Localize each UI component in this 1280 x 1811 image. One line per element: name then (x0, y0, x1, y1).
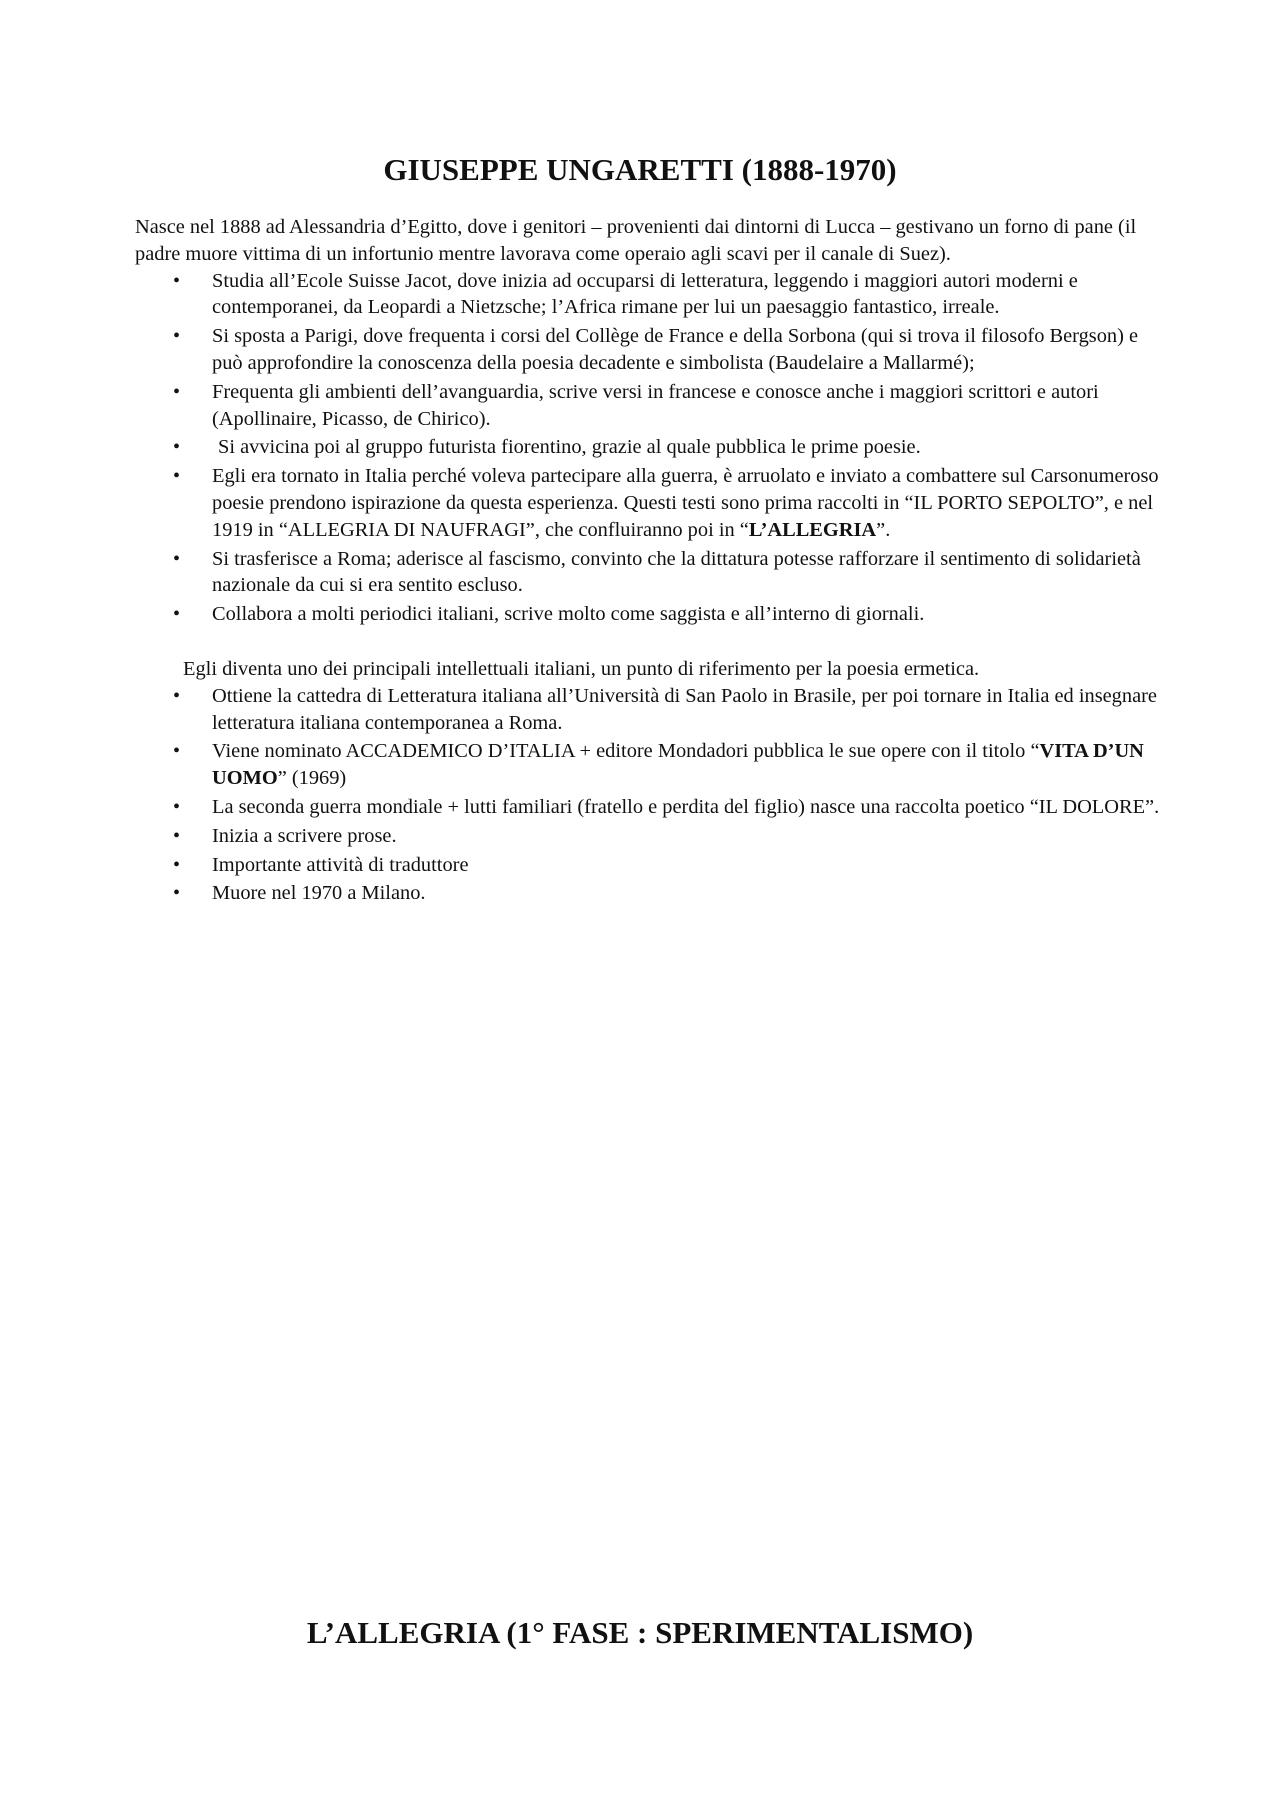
bullet-icon: • (173, 740, 181, 763)
list-item (135, 738, 1160, 792)
bullet-icon: • (173, 325, 181, 348)
list-item-text: Ottiene la cattedra di Letteratura italiana all’Università di San Paolo in Brasile, per poi tornare in Italia ed insegnare letteratura italiana contemporanea a Roma. (212, 684, 1157, 734)
list-item (135, 823, 1160, 850)
list-item (135, 852, 1160, 879)
bullet-icon: • (173, 684, 181, 707)
section-title: L’ALLEGRIA (1° FASE : SPERIMENTALISMO) (306, 1615, 974, 1650)
list-item (135, 683, 1160, 737)
list-item-text-end: ” (1969) (277, 767, 347, 790)
book-title-allegria: L’ALLEGRIA (748, 518, 877, 541)
list-item-text: Studia all’Ecole Suisse Jacot, dove inizia ad occuparsi di letteratura, leggendo i maggiori autori moderni e contemporanei, da Leopardi a Nietzsche; l’Africa rimane per lui un paesaggio fantastico, irreale. (212, 269, 1078, 319)
list-item-text: Importante attività di traduttore (212, 853, 469, 876)
bullet-icon: • (173, 269, 181, 292)
bullet-icon: • (173, 853, 181, 876)
list-item (135, 546, 1160, 600)
document-body (135, 214, 1160, 907)
book-title-vita-dun-uomo: VITA D’UN UOMO (212, 740, 1144, 790)
list-item (135, 601, 1160, 628)
list-item (135, 323, 1160, 377)
list-item-text: Egli era tornato in Italia perché voleva partecipare alla guerra, è arruolato e inviato a combattere sul Carsonumeroso poesie prendono ispirazione da questa esperienza. Questi testi sono prima raccolti in “IL PORTO SEPOLTO”, e nel 1919 in “ALLEGRIA DI NAUFRAGI”, che confluiranno poi in “ (212, 465, 1159, 541)
list-item (135, 434, 1160, 461)
bullet-icon: • (173, 465, 181, 488)
bullet-icon: • (173, 380, 181, 403)
bullet-icon: • (173, 547, 181, 570)
list-item-text: Frequenta gli ambienti dell’avanguardia, scrive versi in francese e conosce anche i maggiori scrittori e autori (Apollinaire, Picasso, de Chirico). (212, 380, 1099, 430)
list-item-text: La seconda guerra mondiale + lutti familiari (fratello e perdita del figlio) nasce una raccolta poetico “IL DOLORE”. (212, 795, 1160, 818)
list-item (135, 794, 1160, 821)
bullet-icon: • (173, 824, 181, 847)
middle-paragraph: Egli diventa uno dei principali intellettuali italiani, un punto di riferimento per la poesia ermetica. (183, 657, 980, 680)
bullet-icon: • (173, 795, 181, 818)
intro-paragraph: Nasce nel 1888 ad Alessandria d’Egitto, dove i genitori – provenienti dai dintorni di Lucca – gestivano un forno di pane (il padre muore vittima di un infortunio mentre lavorava come operaio agli scavi per il canale di Suez). (135, 216, 1137, 265)
list-item-text: Collabora a molti periodici italiani, scrive molto come saggista e all’interno di giornali. (212, 603, 925, 626)
list-item-text: Si sposta a Parigi, dove frequenta i corsi del Collège de France e della Sorbona (qui si trova il filosofo Bergson) e può approfondire la conoscenza della poesia decadente e simbolista (Baudelaire a Mallarmé); (212, 325, 1139, 374)
list-item-text: Viene nominato ACCADEMICO D’ITALIA + editore Mondadori pubblica le sue opere con il titolo “ (212, 740, 1040, 763)
page-title: GIUSEPPE UNGARETTI (1888-1970) (383, 152, 897, 187)
list-item (135, 268, 1160, 322)
bullet-icon: • (173, 603, 181, 626)
list-item (135, 880, 1160, 907)
list-item-text: Si trasferisce a Roma; aderisce al fascismo, convinto che la dittatura potesse rafforzare il sentimento di solidarietà nazionale da cui si era sentito escluso. (212, 547, 1141, 597)
list-item-text: Muore nel 1970 a Milano. (212, 882, 426, 905)
list-item-text-end: ”. (876, 518, 891, 541)
list-item-text: Inizia a scrivere prose. (212, 824, 397, 847)
list-item (135, 463, 1160, 543)
bullet-icon: • (173, 882, 181, 905)
list-item (135, 379, 1160, 433)
biography-list-1 (135, 268, 1160, 628)
biography-list-2 (135, 683, 1160, 907)
list-item-text: Si avvicina poi al gruppo futurista fiorentino, grazie al quale pubblica le prime poesie. (218, 436, 921, 459)
bullet-icon: • (173, 436, 181, 459)
